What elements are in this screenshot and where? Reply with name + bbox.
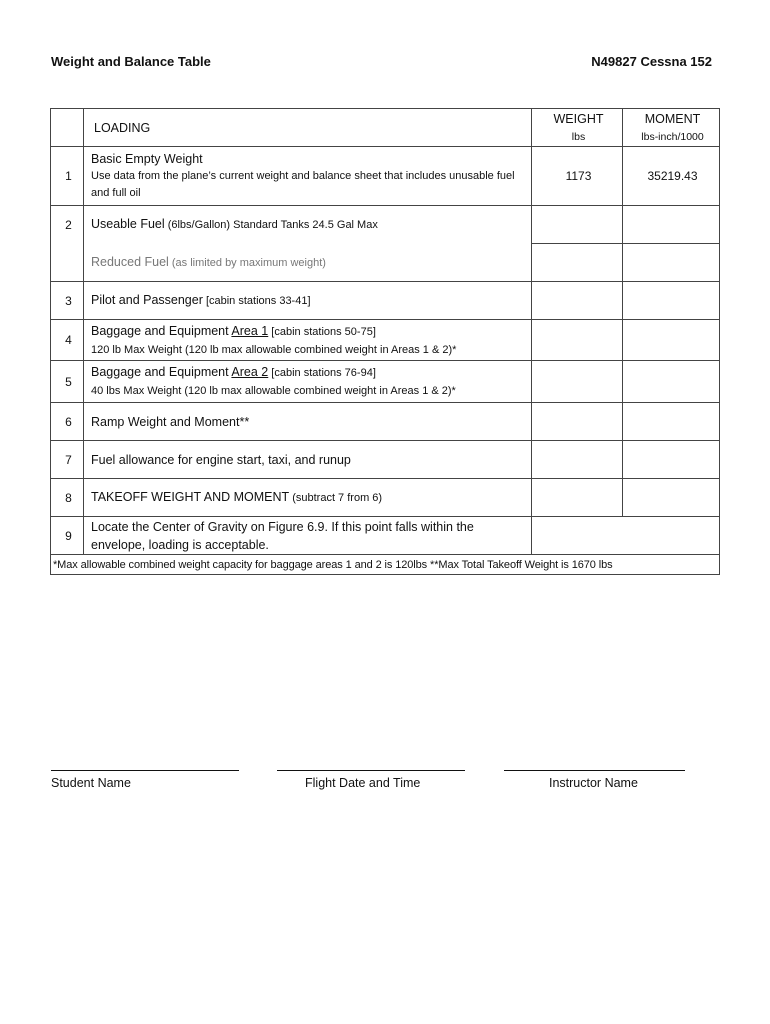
document-title: Weight and Balance Table — [51, 54, 211, 69]
row-number: 2 — [51, 206, 84, 282]
moment-value: 35219.43 — [623, 147, 720, 206]
row-title: Baggage and Equipment — [91, 323, 232, 338]
weight-column-header — [532, 109, 623, 147]
flight-date-label: Flight Date and Time — [305, 776, 421, 790]
moment-input-cell[interactable] — [623, 206, 720, 244]
row-title: Basic Empty Weight — [91, 152, 203, 166]
moment-input-cell[interactable] — [623, 320, 720, 361]
row-number: 6 — [51, 403, 84, 441]
flight-date-line[interactable] — [277, 770, 465, 771]
aircraft-id: N49827 Cessna 152 — [591, 54, 712, 69]
moment-input-cell[interactable] — [623, 361, 720, 403]
table-header-row — [51, 109, 720, 147]
moment-input-cell[interactable] — [623, 244, 720, 282]
table-row — [51, 320, 720, 361]
row-subtitle: Reduced Fuel — [91, 254, 169, 269]
moment-input-cell[interactable] — [623, 479, 720, 517]
instructor-name-label: Instructor Name — [549, 776, 638, 790]
weight-input-cell[interactable] — [532, 441, 623, 479]
moment-input-cell[interactable] — [623, 282, 720, 320]
row-description — [84, 361, 532, 403]
table-row — [51, 517, 720, 555]
row-number: 8 — [51, 479, 84, 517]
table-row — [51, 361, 720, 403]
row-detail: [cabin stations 33-41] — [202, 295, 311, 307]
row-title: Useable Fuel — [91, 217, 165, 232]
weight-header-label: WEIGHT — [553, 111, 604, 126]
area-label: Area 2 — [231, 365, 269, 379]
header-num-cell — [51, 109, 84, 147]
student-signature-line[interactable] — [51, 770, 239, 771]
table-row — [51, 441, 720, 479]
row-description — [84, 147, 532, 206]
footnote: *Max allowable combined weight capacity for baggage areas 1 and 2 is 120lbs **Max Total Takeoff Weight is 1670 lbs — [51, 555, 720, 575]
row-detail: [cabin stations 76-94] — [268, 367, 376, 379]
weight-header-unit: lbs — [571, 130, 586, 143]
row-detail: [cabin stations 50-75] — [268, 325, 376, 338]
moment-input-cell[interactable] — [623, 441, 720, 479]
row-detail: (subtract 7 from 6) — [289, 492, 383, 504]
table-row — [51, 479, 720, 517]
row-title: Pilot and Passenger — [91, 293, 203, 307]
row-subdetail: (as limited by maximum weight) — [168, 256, 326, 269]
row-number: 9 — [51, 517, 84, 555]
row-title: Ramp Weight and Moment** — [84, 403, 532, 441]
row-description — [84, 206, 532, 244]
table-row — [51, 403, 720, 441]
student-name-label: Student Name — [51, 776, 131, 790]
weight-balance-table — [50, 108, 720, 575]
row-number: 4 — [51, 320, 84, 361]
loading-column-header: LOADING — [84, 109, 532, 147]
row-description — [84, 320, 532, 361]
weight-input-cell[interactable] — [532, 282, 623, 320]
row-number: 1 — [51, 147, 84, 206]
row-number: 7 — [51, 441, 84, 479]
weight-input-cell[interactable] — [532, 206, 623, 244]
row-title: Baggage and Equipment — [91, 365, 232, 379]
footnote-row — [51, 555, 720, 575]
row-detail: Use data from the plane’s current weight and balance sheet that includes unusable fuel and full oil — [91, 170, 515, 199]
moment-header-unit: lbs-inch/1000 — [641, 130, 704, 143]
row-description — [84, 282, 532, 320]
row-detail: (6lbs/Gallon) Standard Tanks 24.5 Gal Max — [164, 219, 378, 232]
row-title: Fuel allowance for engine start, taxi, and runup — [84, 441, 532, 479]
weight-input-cell[interactable] — [532, 403, 623, 441]
row-number: 5 — [51, 361, 84, 403]
table-row — [51, 206, 720, 244]
row-description — [84, 479, 532, 517]
cg-result-cell[interactable] — [532, 517, 720, 555]
row-limit: 40 lbs Max Weight (120 lb max allowable combined weight in Areas 1 & 2)* — [91, 385, 456, 397]
moment-column-header — [623, 109, 720, 147]
row-number: 3 — [51, 282, 84, 320]
moment-header-label: MOMENT — [644, 111, 701, 126]
row-description — [84, 244, 532, 282]
table-row — [51, 244, 720, 282]
weight-input-cell[interactable] — [532, 361, 623, 403]
table-row — [51, 282, 720, 320]
row-title: TAKEOFF WEIGHT AND MOMENT — [91, 490, 290, 504]
instructor-signature-line[interactable] — [504, 770, 685, 771]
area-label: Area 1 — [231, 323, 269, 338]
row-title: Locate the Center of Gravity on Figure 6.9. If this point falls within the envelope, loading is acceptable. — [84, 517, 532, 555]
row-limit: 120 lb Max Weight (120 lb max allowable combined weight in Areas 1 & 2)* — [91, 343, 457, 356]
weight-input-cell[interactable] — [532, 320, 623, 361]
moment-input-cell[interactable] — [623, 403, 720, 441]
weight-input-cell[interactable] — [532, 479, 623, 517]
weight-input-cell[interactable] — [532, 244, 623, 282]
weight-value: 1173 — [532, 147, 623, 206]
table-row — [51, 147, 720, 206]
